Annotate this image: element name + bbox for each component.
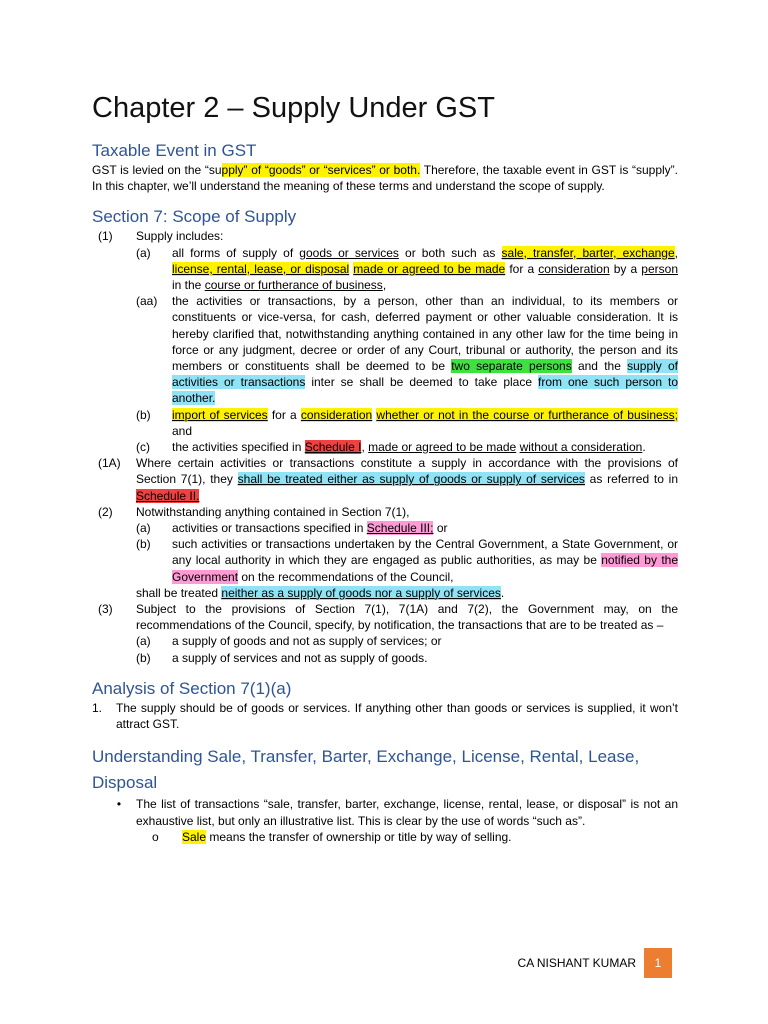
highlight: made or agreed to be made — [353, 261, 506, 276]
page-number-badge: 1 — [644, 948, 672, 978]
clause-1-sub-c: (c) the activities specified in Schedule I, made or agreed to be made without a consideration. — [136, 440, 646, 455]
clause-3: (3) Subject to the provisions of Section 7(1), 7(1A) and 7(2), the Government may, on the recommendations of the Council, specify, by notification, the transactions that are to be treated as – — [98, 602, 678, 633]
highlight: sale, transfer, barter, exchange — [501, 245, 675, 260]
clause-1-sub-aa: (aa) the activities or transactions, by a person, other than an individual, to its members or constituents or vice-versa, for cash, deferred payment or other valuable consideration. It is hereby clarified that, notwithstanding anything contained in any other law for the time being in force or any judgment, decree or order of any Court, tribunal or authority, the person and its members or constituents shall be deemed to be two separate persons and the supply of activities or transactions inter se shall be deemed to take place from one such person to another. — [136, 294, 679, 406]
highlight: supply of activities or transactions — [172, 359, 679, 390]
highlight: license, rental, lease, or disposal — [172, 261, 350, 276]
highlight: Schedule I — [304, 440, 362, 455]
highlight: notified by the Government — [172, 553, 678, 584]
heading-taxable-event: Taxable Event in GST — [92, 141, 257, 160]
highlight: import of services — [172, 407, 268, 422]
clause-1a-sub-a: (a) all forms of supply of goods or services or both such as sale, transfer, barter, exchange, license, rental, lease, or disposal made or agreed to be made for a consideration by a person in the course or furtherance of business, — [136, 245, 679, 293]
clause-1: (1) Supply includes: — [98, 229, 224, 244]
clause-2: (2) Notwithstanding anything contained in Section 7(1), — [98, 504, 410, 519]
clause-2-sub-a: (a) activities or transactions specified in Schedule III; or — [136, 521, 448, 536]
highlight: two separate persons — [451, 359, 572, 374]
list-item: 1. The supply should be of goods or services. If anything other than goods or services is supplied, it won’t attract GST. — [92, 700, 678, 732]
highlight: Sale — [182, 829, 207, 844]
clause-3-sub-a: (a) a supply of goods and not as supply of services; or — [136, 634, 442, 649]
clause-2-tail: shall be treated neither as a supply of goods nor a supply of services. — [136, 585, 505, 600]
page-content — [92, 88, 678, 845]
taxable-event-paragraph: GST is levied on the “supply” of “goods” or “services” or both. Therefore, the taxable event in GST is “supply”. In this chapter, we’ll understand the meaning of these terms and understand the scope of supply. — [92, 163, 678, 194]
highlight: from one such person to another. — [172, 375, 679, 406]
highlight: consideration — [300, 407, 373, 422]
highlight: whether or not in the course or furtherance of business; — [376, 407, 678, 422]
heading-analysis: Analysis of Section 7(1)(a) — [92, 678, 292, 698]
clause-2-sub-b: (b) such activities or transactions undertaken by the Central Government, a State Government, or any local authority in which they are engaged as public authorities, as may be notified by the Government on the recommendations of the Council, — [136, 537, 678, 584]
footer-author: CA NISHANT KUMAR — [517, 956, 636, 970]
heading-understanding: Understanding Sale, Transfer, Barter, Exchange, License, Rental, Lease, Disposal — [92, 747, 640, 793]
highlight: neither as a supply of goods nor a supply of services — [221, 585, 501, 600]
highlight: Schedule II. — [136, 488, 200, 503]
list-item: • The list of transactions “sale, transfer, barter, exchange, license, rental, lease, or disposal” is not an exhaustive list, but only an illustrative list. This is clear by the use of words “such as”. — [116, 797, 678, 828]
clause-3-sub-b: (b) a supply of services and not as supply of goods. — [136, 650, 428, 665]
highlight: shall be treated either as supply of goods or supply of services — [237, 472, 585, 487]
clause-1-sub-b: (b) import of services for a consideration whether or not in the course or furtherance of business; and — [136, 407, 678, 438]
list-item: o Sale means the transfer of ownership or title by way of selling. — [152, 829, 512, 844]
heading-section-7: Section 7: Scope of Supply — [92, 207, 297, 227]
highlight: pply” of “goods” or “services” or both. — [221, 163, 421, 177]
clause-1A: (1A) Where certain activities or transactions constitute a supply in accordance with the provisions of Section 7(1), they shall be treated either as supply of goods or supply of services as referred to in Schedule II. — [98, 456, 678, 503]
page-footer — [518, 948, 672, 978]
highlight: Schedule III; — [366, 521, 434, 536]
chapter-title: Chapter 2 – Supply Under GST — [92, 92, 495, 124]
